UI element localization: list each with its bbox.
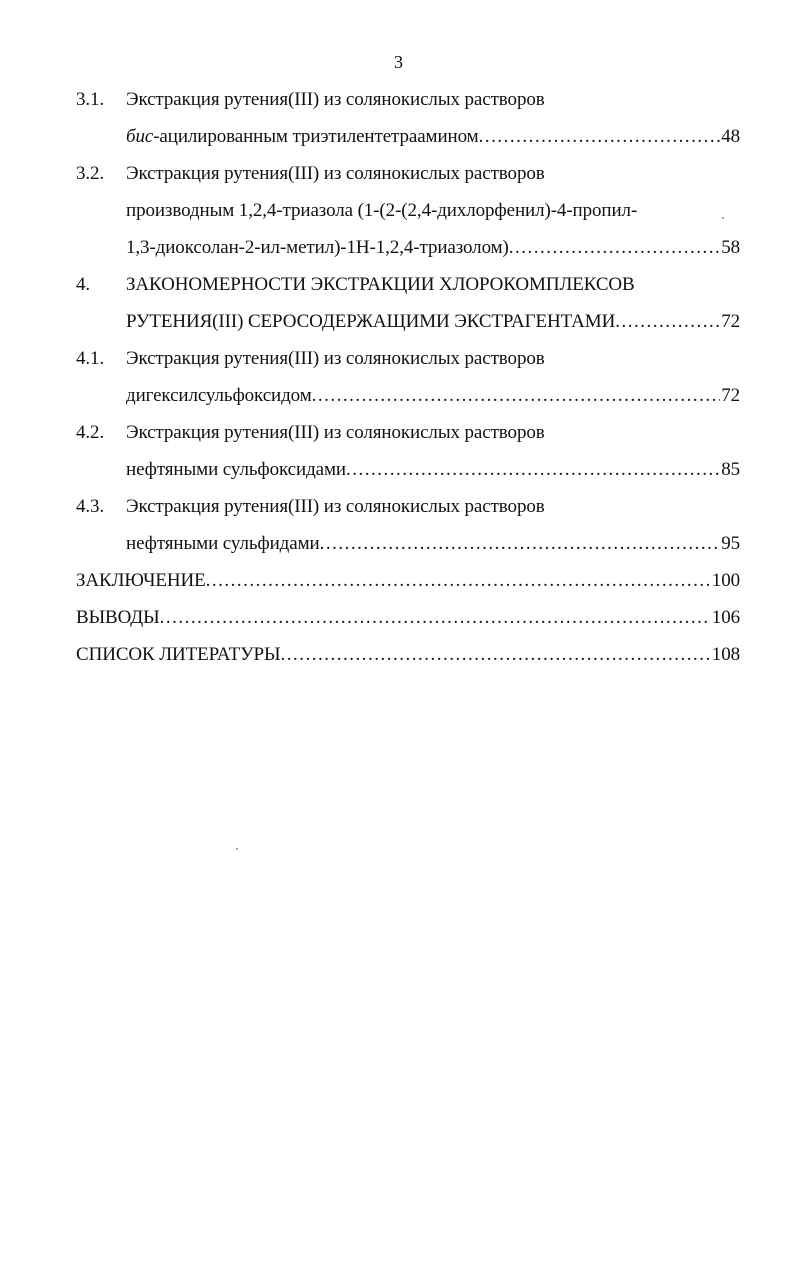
italic-prefix: бис <box>126 126 154 147</box>
page-reference[interactable]: 108 <box>711 644 740 665</box>
section-title-rest: -ацилированным триэтилентетраамином <box>153 126 479 147</box>
section-title-continued: нефтяными сульфоксидами <box>126 459 346 480</box>
toc-entry-4-2[interactable] <box>76 419 740 493</box>
toc-line <box>76 271 740 308</box>
section-title: Экстракция рутения(III) из солянокислых растворов <box>126 348 545 369</box>
dot-leader <box>509 234 720 262</box>
section-title-continued: нефтяными сульфидами <box>126 533 320 554</box>
dot-leader <box>320 530 721 558</box>
toc-line <box>76 123 740 160</box>
section-title: Экстракция рутения(III) из солянокислых растворов <box>126 163 545 184</box>
toc-line <box>76 641 740 678</box>
page-reference[interactable]: 48 <box>721 126 740 147</box>
dot-leader <box>206 567 711 595</box>
toc-line <box>76 345 740 382</box>
section-title-continued <box>126 123 479 151</box>
dot-leader <box>346 456 720 484</box>
section-title: Экстракция рутения(III) из солянокислых растворов <box>126 496 545 517</box>
section-title: Экстракция рутения(III) из солянокислых растворов <box>126 89 545 110</box>
page-reference[interactable]: 100 <box>711 570 740 591</box>
toc-line <box>76 567 740 604</box>
toc-line <box>76 456 740 493</box>
scan-speck <box>236 848 238 850</box>
section-number: 3.2. <box>76 163 105 184</box>
toc-line <box>76 197 740 234</box>
dot-leader <box>615 308 720 336</box>
toc-entry-4-1[interactable] <box>76 345 740 419</box>
toc-entry-4[interactable] <box>76 271 740 345</box>
page-reference[interactable]: 72 <box>721 311 740 332</box>
section-title-continued: 1,3-диоксолан-2-ил-метил)-1H-1,2,4-триазолом) <box>126 237 509 258</box>
section-title-continued: РУТЕНИЯ(III) СЕРОСОДЕРЖАЩИМИ ЭКСТРАГЕНТАМИ <box>126 311 616 332</box>
toc-entry-3-2[interactable] <box>76 160 740 271</box>
section-number: 4.3. <box>76 496 105 517</box>
section-number: 4.2. <box>76 422 105 443</box>
section-number: 4.1. <box>76 348 105 369</box>
table-of-contents <box>76 86 740 678</box>
toc-entry-references[interactable] <box>76 641 740 678</box>
toc-line <box>76 604 740 641</box>
section-title: Экстракция рутения(III) из солянокислых растворов <box>126 422 545 443</box>
page-reference[interactable]: 95 <box>721 533 740 554</box>
section-number: 4. <box>76 274 91 295</box>
toc-line <box>76 530 740 567</box>
toc-entry-4-3[interactable] <box>76 493 740 567</box>
section-title: ВЫВОДЫ <box>76 607 160 628</box>
toc-line <box>76 234 740 271</box>
section-title-continued: производным 1,2,4-триазола (1-(2-(2,4-дихлорфенил)-4-пропил- <box>126 200 638 221</box>
page-reference[interactable]: 106 <box>711 607 740 628</box>
section-title: ЗАКОНОМЕРНОСТИ ЭКСТРАКЦИИ ХЛОРОКОМПЛЕКСОВ <box>126 274 635 295</box>
toc-line <box>76 86 740 123</box>
toc-line <box>76 382 740 419</box>
page-reference[interactable]: 58 <box>721 237 740 258</box>
section-title-continued: дигексилсульфоксидом <box>126 385 312 406</box>
page-reference[interactable]: 72 <box>721 385 740 406</box>
dot-leader <box>280 641 710 669</box>
section-number: 3.1. <box>76 89 105 110</box>
toc-entry-conclusion[interactable] <box>76 567 740 604</box>
dot-leader <box>312 382 721 410</box>
dot-leader <box>160 604 711 632</box>
toc-entry-3-1[interactable] <box>76 86 740 160</box>
toc-entry-findings[interactable] <box>76 604 740 641</box>
toc-line <box>76 419 740 456</box>
scan-speck <box>722 217 724 219</box>
toc-line <box>76 160 740 197</box>
section-title: ЗАКЛЮЧЕНИЕ <box>76 570 206 591</box>
section-title: СПИСОК ЛИТЕРАТУРЫ <box>76 644 281 665</box>
page-number: 3 <box>394 52 403 72</box>
dot-leader <box>479 123 721 151</box>
page-reference[interactable]: 85 <box>721 459 740 480</box>
toc-line <box>76 493 740 530</box>
toc-line <box>76 308 740 345</box>
